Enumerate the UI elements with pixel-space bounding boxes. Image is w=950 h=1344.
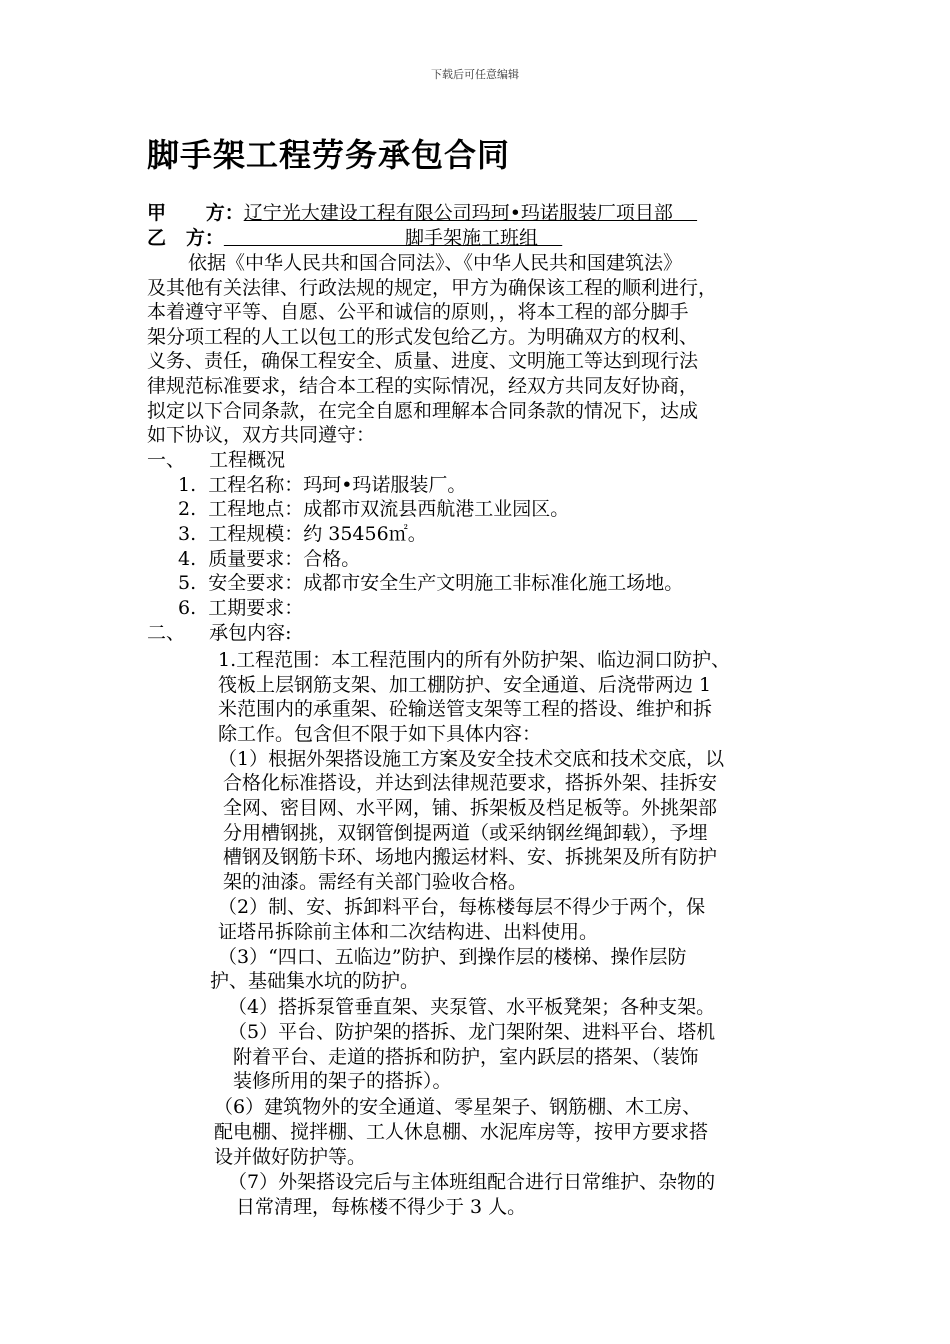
clause-line: 附着平台、走道的搭拆和防护，室内跃层的搭架、（装饰 bbox=[233, 1046, 699, 1068]
intro-line: 依据《中华人民共和国合同法》、《中华人民共和国建筑法》 bbox=[188, 252, 683, 274]
clause-line: （1）根据外架搭设施工方案及安全技术交底和技术交底，以 bbox=[218, 748, 725, 770]
clause-line: 配电棚、搅拌棚、工人休息棚、水泥库房等，按甲方要求搭 bbox=[214, 1121, 709, 1143]
intro-line: 及其他有关法律、行政法规的规定，甲方为确保该工程的顺利进行， bbox=[147, 277, 718, 299]
clause-line: （6）建筑物外的安全通道、零星架子、钢筋棚、木工房、 bbox=[214, 1096, 702, 1118]
clause-line: 日常清理，每栋楼不得少于 3 人。 bbox=[236, 1196, 527, 1218]
clause-line: （2）制、安、拆卸料平台，每栋楼每层不得少于两个，保 bbox=[218, 896, 706, 918]
list-item: 4. 质量要求：合格。 bbox=[178, 548, 361, 570]
intro-line: 本着遵守平等、自愿、公平和诚信的原则，，将本工程的部分脚手 bbox=[147, 301, 689, 323]
intro-line: 拟定以下合同条款，在完全自愿和理解本合同条款的情况下，达成 bbox=[147, 400, 699, 422]
list-item: 5. 安全要求：成都市安全生产文明施工非标准化施工场地。 bbox=[178, 572, 684, 594]
party-b-line bbox=[147, 226, 562, 250]
party-b-label: 乙 方： bbox=[147, 227, 224, 249]
scope-line: 除工作。包含但不限于如下具体内容： bbox=[218, 723, 542, 745]
section-heading: 二、 承包内容: bbox=[147, 622, 292, 644]
clause-line: （4）搭拆泵管垂直架、夹泵管、水平板凳架；各种支架。 bbox=[228, 996, 716, 1018]
clause-line: （3）“四口、五临边”防护、到操作层的楼梯、操作层防 bbox=[218, 946, 687, 968]
clause-line: 护、基础集水坑的防护。 bbox=[210, 970, 420, 992]
header-note: 下载后可任意编辑 bbox=[431, 68, 519, 81]
party-a-label: 甲 方： bbox=[147, 202, 244, 224]
clause-line: 设并做好防护等。 bbox=[214, 1146, 367, 1168]
clause-line: （5）平台、防护架的搭拆、龙门架附架、进料平台、塔机 bbox=[228, 1021, 716, 1043]
intro-line: 如下协议，双方共同遵守： bbox=[147, 424, 376, 446]
clause-line: 分用槽钢挑，双钢管倒提两道（或采纳钢丝绳卸载），予埋 bbox=[223, 822, 708, 844]
intro-line: 律规范标准要求，结合本工程的实际情况，经双方共同友好协商， bbox=[147, 375, 699, 397]
list-item: 1. 工程名称：玛珂•玛诺服装厂。 bbox=[178, 474, 467, 496]
list-item: 6. 工期要求： bbox=[178, 597, 304, 619]
clause-line: 槽钢及钢筋卡环、场地内搬运材料、安、拆挑架及所有防护 bbox=[223, 846, 718, 868]
party-b-value: 脚手架施工班组 bbox=[223, 227, 563, 249]
clause-line: 装修所用的架子的搭拆）。 bbox=[233, 1070, 452, 1092]
clause-line: 全网、密目网、水平网，铺、拆架板及档足板等。外挑架部 bbox=[223, 797, 718, 819]
intro-line: 架分项工程的人工以包工的形式发包给乙方。为明确双方的权利、 bbox=[147, 326, 699, 348]
scope-line: 筏板上层钢筋支架、加工棚防护、安全通道、后浇带两边 1 bbox=[218, 674, 712, 696]
clause-line: （7）外架搭设完后与主体班组配合进行日常维护、杂物的 bbox=[228, 1171, 716, 1193]
clause-line: 证塔吊拆除前主体和二次结构进、出料使用。 bbox=[218, 921, 599, 943]
document-title: 脚手架工程劳务承包合同 bbox=[147, 136, 511, 174]
intro-line: 义务、责任，确保工程安全、质量、进度、文明施工等达到现行法 bbox=[147, 350, 699, 372]
list-item: 3. 工程规模：约 35456㎡。 bbox=[178, 523, 427, 545]
list-item: 2. 工程地点：成都市双流县西航港工业园区。 bbox=[178, 498, 570, 520]
scope-line: 1.工程范围：本工程范围内的所有外防护架、临边洞口防护、 bbox=[218, 649, 731, 671]
section-heading: 一、 工程概况 bbox=[147, 449, 286, 471]
clause-line: 合格化标准搭设，并达到法律规范要求，搭拆外架、挂拆安 bbox=[223, 772, 718, 794]
party-a-line bbox=[147, 201, 697, 225]
clause-line: 架的油漆。需经有关部门验收合格。 bbox=[223, 871, 528, 893]
party-a-value: 辽宁光大建设工程有限公司玛珂•玛诺服装厂项目部 bbox=[243, 202, 698, 224]
scope-line: 米范围内的承重架、砼输送管支架等工程的搭设、维护和拆 bbox=[218, 698, 713, 720]
